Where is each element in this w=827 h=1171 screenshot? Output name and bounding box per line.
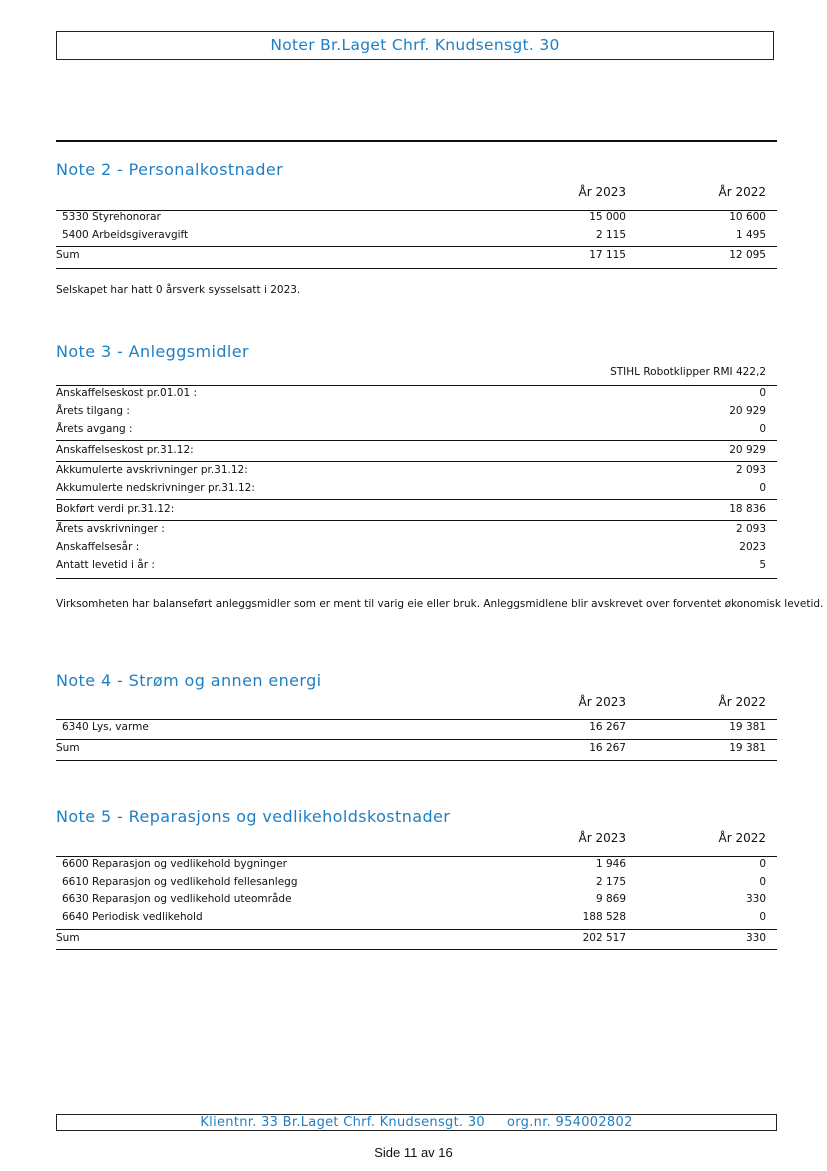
row-label: Antatt levetid i år : [56, 559, 155, 571]
table-row [56, 909, 777, 926]
row-value-2023: 16 267 [589, 721, 626, 733]
row-value-2023: 2 115 [595, 229, 626, 241]
table-row [56, 557, 777, 574]
sum-value-2022: 19 381 [729, 742, 766, 754]
row-label: 6630 Reparasjon og vedlikehold uteområde [62, 893, 292, 905]
row-label: 6610 Reparasjon og vedlikehold fellesanlegg [62, 876, 298, 888]
row-value: 0 [759, 482, 766, 494]
table-row [56, 442, 777, 459]
sum-row [56, 930, 777, 947]
table-row [56, 480, 777, 497]
table-rule [56, 440, 777, 441]
row-label: Anskaffelseskost pr.31.12: [56, 444, 194, 456]
row-value: 2 093 [735, 464, 766, 476]
table-row [56, 891, 777, 908]
footer-client-box [56, 1114, 777, 1131]
row-value: 0 [759, 387, 766, 399]
row-value: 0 [759, 423, 766, 435]
header-divider [56, 140, 777, 142]
row-value: 20 929 [729, 444, 766, 456]
table-rule [56, 578, 777, 579]
table-rule [56, 949, 777, 950]
row-value-2022: 10 600 [729, 211, 766, 223]
table-row [56, 874, 777, 891]
note-3-title: Note 3 - Anleggsmidler [56, 342, 249, 361]
table-row [56, 227, 777, 244]
note-5-col-2023: År 2023 [578, 831, 626, 845]
sum-value-2023: 17 115 [589, 249, 626, 261]
sum-label: Sum [56, 932, 80, 944]
table-row [56, 403, 777, 420]
sum-value-2022: 330 [745, 932, 766, 944]
sum-row [56, 247, 777, 264]
table-row [56, 462, 777, 479]
row-label: Bokført verdi pr.31.12: [56, 503, 175, 515]
row-value-2023: 15 000 [589, 211, 626, 223]
table-row [56, 719, 777, 736]
table-row [56, 421, 777, 438]
row-value-2022: 0 [759, 876, 766, 888]
row-label: Anskaffelseskost pr.01.01 : [56, 387, 197, 399]
row-value-2022: 1 495 [735, 229, 766, 241]
table-row [56, 209, 777, 226]
row-value-2023: 9 869 [595, 893, 626, 905]
table-row [56, 385, 777, 402]
table-rule [56, 499, 777, 500]
note-5-title: Note 5 - Reparasjons og vedlikeholdskostnader [56, 807, 451, 826]
row-label: Akkumulerte avskrivninger pr.31.12: [56, 464, 248, 476]
note-2-col-2023: År 2023 [578, 185, 626, 199]
footer-client: Klientnr. 33 Br.Laget Chrf. Knudsensgt. 30 [200, 1115, 485, 1130]
asset-column-header: STIHL Robotklipper RMI 422,2 [610, 366, 766, 378]
row-value: 2023 [739, 541, 766, 553]
note-2-title: Note 2 - Personalkostnader [56, 160, 284, 179]
row-label: 5330 Styrehonorar [62, 211, 161, 223]
note-4-col-2023: År 2023 [578, 695, 626, 709]
row-label: Akkumulerte nedskrivninger pr.31.12: [56, 482, 255, 494]
row-label: 6340 Lys, varme [62, 721, 149, 733]
page-number: Side 11 av 16 [374, 1145, 453, 1160]
row-label: Anskaffelsesår : [56, 541, 140, 553]
sum-label: Sum [56, 742, 80, 754]
row-value-2023: 188 528 [582, 911, 626, 923]
note-2-col-2022: År 2022 [718, 185, 766, 199]
row-value-2022: 0 [759, 911, 766, 923]
row-value-2023: 2 175 [595, 876, 626, 888]
sum-value-2023: 16 267 [589, 742, 626, 754]
row-value: 18 836 [729, 503, 766, 515]
row-label: Årets avskrivninger : [56, 523, 165, 535]
table-row [56, 501, 777, 518]
table-row [56, 539, 777, 556]
row-value: 20 929 [729, 405, 766, 417]
row-value-2022: 19 381 [729, 721, 766, 733]
row-value-2022: 330 [745, 893, 766, 905]
row-value: 2 093 [735, 523, 766, 535]
row-value: 5 [759, 559, 766, 571]
row-label: 6640 Periodisk vedlikehold [62, 911, 203, 923]
note-5-col-2022: År 2022 [718, 831, 766, 845]
row-label: Årets tilgang : [56, 405, 130, 417]
note-2-text: Selskapet har hatt 0 årsverk sysselsatt i 2023. [56, 284, 301, 296]
row-value-2023: 1 946 [595, 858, 626, 870]
table-rule [56, 760, 777, 761]
footer-orgnr: org.nr. 954002802 [507, 1115, 633, 1130]
table-row [56, 856, 777, 873]
sum-value-2022: 12 095 [729, 249, 766, 261]
sum-value-2023: 202 517 [582, 932, 626, 944]
table-row [56, 521, 777, 538]
page-header-title: Noter Br.Laget Chrf. Knudsensgt. 30 [56, 31, 774, 60]
row-value-2022: 0 [759, 858, 766, 870]
sum-row [56, 740, 777, 757]
row-label: Årets avgang : [56, 423, 133, 435]
row-label: 5400 Arbeidsgiveravgift [62, 229, 189, 241]
note-4-title: Note 4 - Strøm og annen energi [56, 671, 322, 690]
note-4-col-2022: År 2022 [718, 695, 766, 709]
sum-label: Sum [56, 249, 80, 261]
table-rule [56, 268, 777, 269]
row-label: 6600 Reparasjon og vedlikehold bygninger [62, 858, 287, 870]
note-3-text: Virksomheten har balanseført anleggsmidler som er ment til varig eie eller bruk. Anleggsmidlene blir avskrevet over forventet økonomisk levetid. [56, 598, 824, 610]
